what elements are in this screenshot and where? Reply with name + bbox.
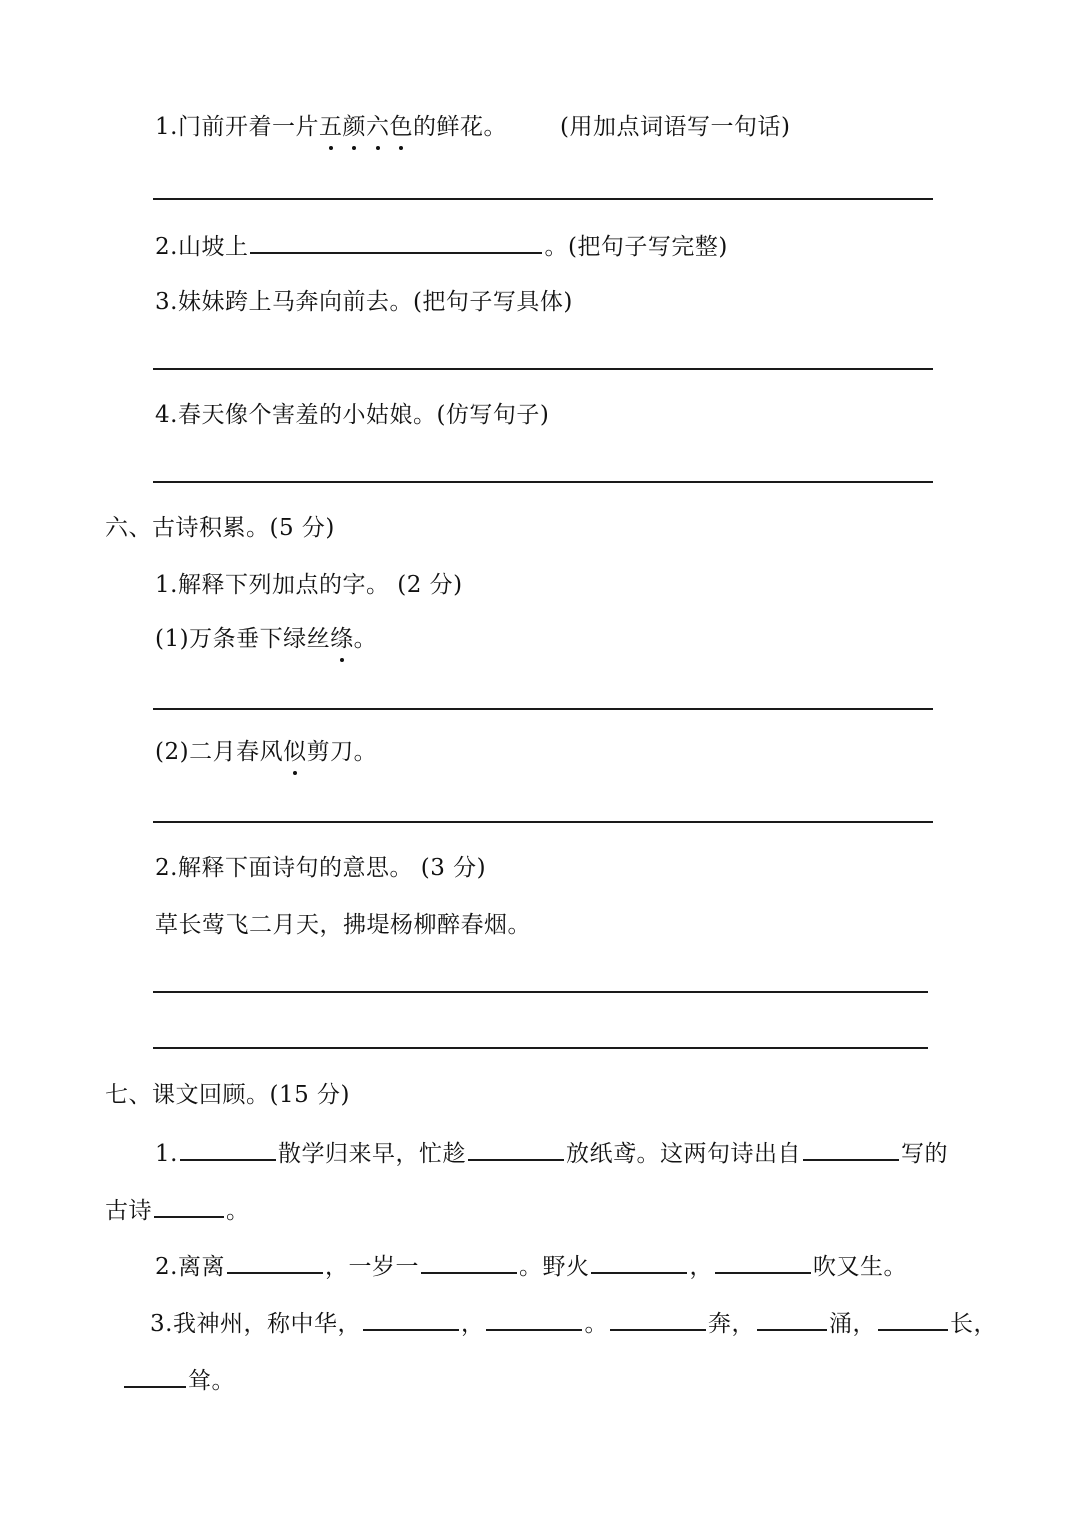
question-5-3: 3.妹妹跨上马奔向前去。(把句子写具体) [155,289,573,315]
answer-blank[interactable] [227,1250,323,1274]
question-7-2: 2.离离 ，一岁一 。野火 ， 吹又生。 [155,1250,907,1282]
answer-blank[interactable] [715,1250,811,1274]
dotted-char: 似 [283,739,307,765]
answer-blank[interactable] [154,1194,224,1218]
answer-blank[interactable] [591,1250,687,1274]
answer-blank[interactable] [878,1307,948,1331]
answer-blank[interactable] [363,1307,459,1331]
dotted-char: 五 [318,114,343,140]
question-7-1: 1. 散学归来早，忙趁 放纸鸢。这两句诗出自 写的 [155,1137,948,1169]
answer-blank[interactable] [468,1137,564,1161]
question-5-4: 4.春天像个害羞的小姑娘。(仿写句子) [155,402,550,428]
answer-line[interactable] [153,821,933,823]
answer-blank[interactable] [250,230,542,254]
answer-blank[interactable] [803,1137,899,1161]
answer-blank[interactable] [124,1364,186,1388]
answer-blank[interactable] [180,1137,276,1161]
question-5-2: 2.山坡上 。(把句子写完整) [155,230,728,262]
answer-line[interactable] [153,368,933,370]
answer-blank[interactable] [486,1307,582,1331]
question-7-1-cont: 古诗 。 [105,1194,250,1226]
section-7-title: 七、课文回顾。(15 分) [105,1082,351,1108]
answer-blank[interactable] [421,1250,517,1274]
question-6-1: 1.解释下列加点的字。 (2 分) [155,572,463,598]
dotted-char: 颜 [342,114,366,140]
question-6-1-2: (2)二月春风似剪刀。 [155,739,378,765]
dotted-char: 绦 [330,626,354,652]
dotted-char: 色 [389,114,413,140]
poem-line: 草长莺飞二月天，拂堤杨柳醉春烟。 [155,912,531,938]
dotted-char: 六 [365,114,390,140]
question-7-3-cont: 耸。 [122,1364,235,1396]
answer-line[interactable] [153,198,933,200]
answer-line[interactable] [153,708,933,710]
section-6-title: 六、古诗积累。(5 分) [105,515,335,541]
question-6-1-1: (1)万条垂下绿丝绦。 [155,626,378,652]
answer-blank[interactable] [610,1307,706,1331]
answer-blank[interactable] [757,1307,827,1331]
question-6-2: 2.解释下面诗句的意思。 (3 分) [155,855,487,881]
answer-line[interactable] [153,991,928,993]
question-5-1-hint: (用加点词语写一句话) [560,114,791,140]
answer-line[interactable] [153,1047,928,1049]
question-7-3: 3.我神州，称中华， ， 。 奔， 涌， 长， [150,1307,997,1339]
answer-line[interactable] [153,481,933,483]
question-5-1: 1.门前开着一片五颜六色的鲜花。 [155,114,507,140]
